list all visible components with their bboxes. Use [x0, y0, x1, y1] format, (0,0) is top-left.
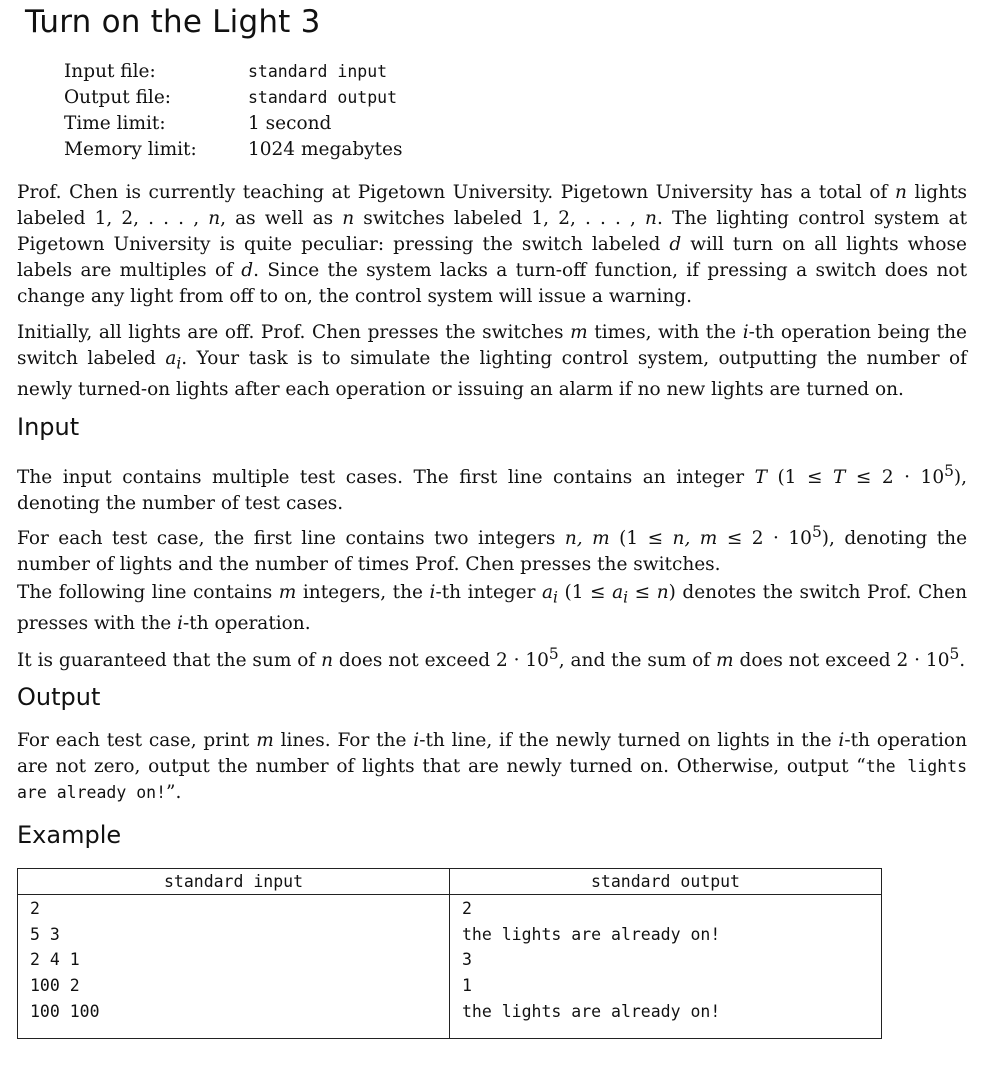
meta-label: Memory limit: [64, 139, 197, 160]
example-output-line: 1 [462, 976, 472, 996]
meta-value: standard output [248, 88, 398, 107]
meta-row-output-file [64, 85, 403, 111]
meta-label: Time limit: [64, 113, 166, 134]
example-output-line: the lights are already on! [462, 1001, 721, 1021]
input-heading: Input [17, 413, 80, 441]
example-output-line: 2 [462, 899, 472, 918]
statement-paragraph-2: Initially, all lights are off. Prof. Chen presses the switches m times, with the i-th operation being the switch labeled $a_i$. Your task is to simulate the lighting control system, outputting the number of newly turned-on lights after each operation or issuing an alarm if no new lights are turned on. [17, 322, 968, 400]
input-paragraph-2: For each test case, the first line contains two integers n, m (1 ≤ n, $m \le 2 \cdot 10^5$), denoting the number of lights and the number of times Prof. Chen presses the switches. [17, 523, 968, 576]
problem-limits [64, 59, 403, 163]
example-input-line: 2 [30, 899, 40, 918]
example-heading: Example [17, 821, 122, 849]
input-paragraph-1: The input contains multiple test cases. The first line contains an integer T $(1 \le T \le 2 \cdot 10^5)$, denoting the number of test cases. [17, 462, 968, 515]
example-input-line: 2 4 1 [30, 950, 80, 970]
example-input-line: 100 100 [30, 1001, 100, 1021]
input-paragraph-3: The following line contains m integers, the i-th integer $a_i$ $(1 \le a_i \le n)$ denotes the switch Prof. Chen presses with the i-th operation. [17, 582, 968, 634]
example-output-line: 3 [462, 950, 472, 970]
example-table [17, 868, 882, 1039]
example-input-cell [18, 895, 450, 1039]
meta-row-input-file [64, 59, 403, 85]
meta-label: Output file: [64, 87, 172, 108]
problem-title: Turn on the Light 3 [25, 4, 321, 40]
example-output-line: the lights are already on! [462, 924, 721, 944]
meta-label: Input file: [64, 61, 156, 82]
statement-paragraph-1: Prof. Chen is currently teaching at Pigetown University. Pigetown University has a total of n lights labeled 1, 2, . . . , n, as well as n switches labeled 1, 2, . . . , n. The lighting control system at Pigetown University is quite peculiar: pressing the switch labeled d will turn on all lights whose labels are multiples of d. Since the system lacks a turn-off function, if pressing a switch does not change any light from off to on, the control system will issue a warning. [17, 182, 968, 307]
example-input-header: standard input [18, 869, 450, 895]
example-input-line: 100 2 [30, 976, 80, 996]
meta-row-memory-limit [64, 137, 403, 163]
example-input-line: 5 3 [30, 924, 60, 944]
meta-row-time-limit [64, 111, 403, 137]
meta-value: standard input [248, 62, 388, 81]
meta-value: 1 second [248, 113, 332, 134]
example-output-cell [450, 895, 882, 1039]
input-paragraph-4: It is guaranteed that the sum of n does not exceed $2 \cdot 10^5$, and the sum of m does not exceed $2 \cdot 10^5$. [17, 645, 966, 672]
output-paragraph-1: For each test case, print m lines. For the i-th line, if the newly turned on lights in the i-th operation are not zero, output the number of lights that are newly turned on. Otherwise, output “the lights are already on!”. [17, 730, 967, 803]
example-output-header: standard output [450, 869, 882, 895]
output-heading: Output [17, 683, 101, 711]
meta-value: 1024 megabytes [248, 139, 403, 160]
output-literal: the lights are already on! [17, 757, 967, 802]
